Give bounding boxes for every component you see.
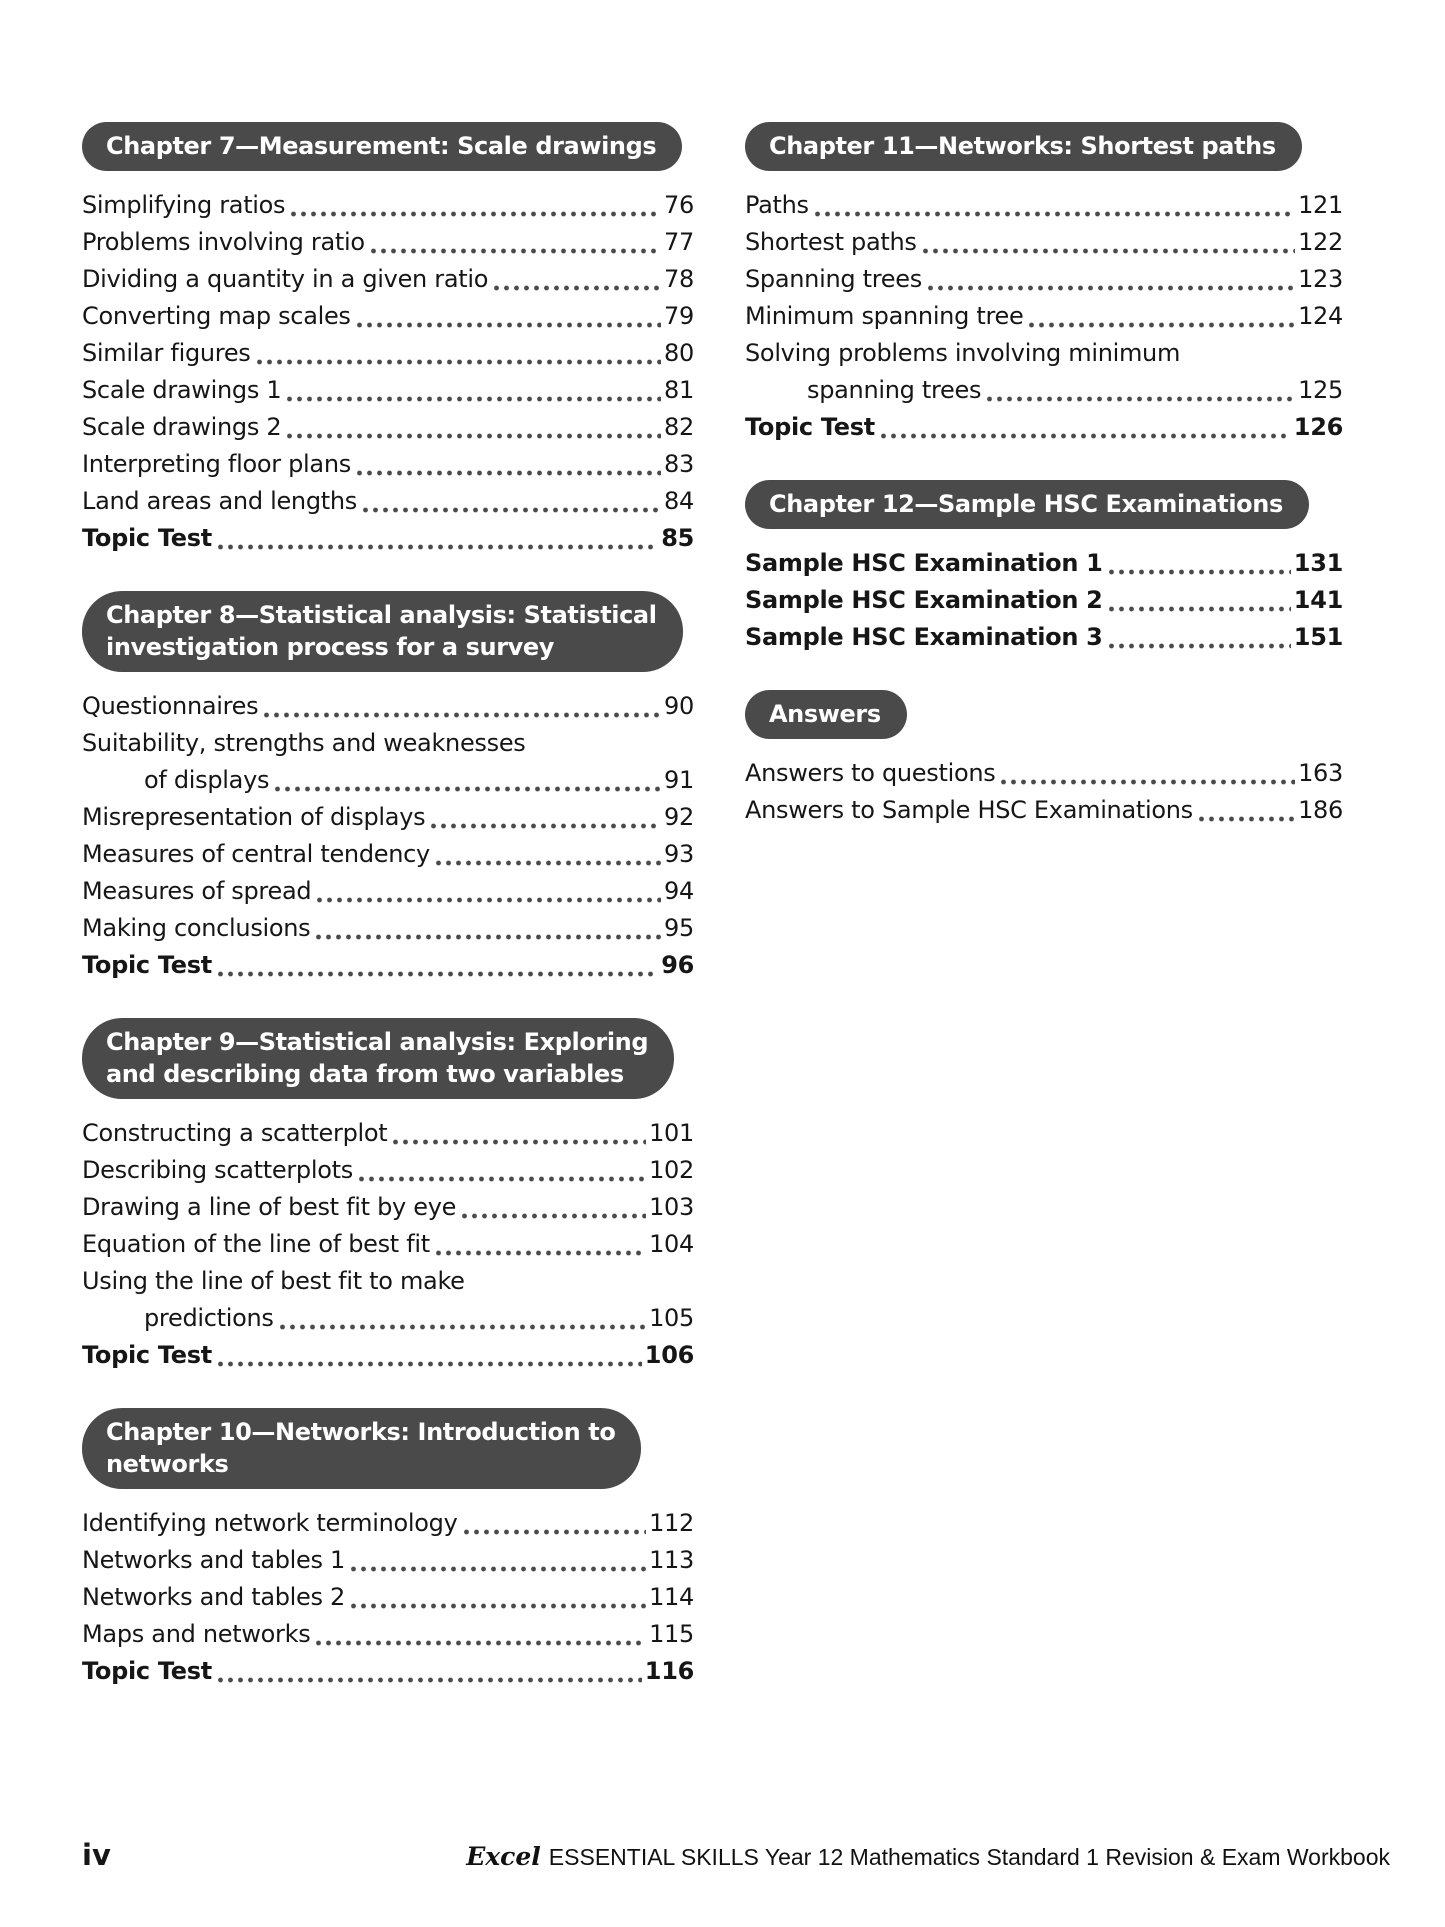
toc-entry [82,1226,694,1263]
toc-entry-page: 124 [1298,302,1343,330]
toc-entry-label: Drawing a line of best fit by eye [82,1193,457,1221]
toc-entry-label: Simplifying ratios [82,191,286,219]
dot-leader [1199,810,1295,822]
toc-entry-label: Spanning trees [745,265,922,293]
dot-leader [287,427,661,439]
toc-entry-label: Networks and tables 1 [82,1546,346,1574]
toc-entry [82,1653,694,1690]
book-title [466,1842,1390,1871]
dot-leader [436,1244,646,1256]
toc-entry-label: Networks and tables 2 [82,1583,346,1611]
toc-entry-page: 93 [664,840,694,868]
toc-entry-label: Answers to questions [745,759,996,787]
toc-entry [82,187,694,224]
toc-column-left [82,122,694,1724]
book-title-brand: Excel [466,1842,541,1871]
toc-entry [82,1189,694,1226]
toc-entry [82,762,694,799]
dot-leader [363,501,661,513]
toc-entry-label: Topic Test [82,951,212,979]
toc-section [82,591,694,984]
toc-entry-label: Minimum spanning tree [745,302,1024,330]
dot-leader [291,205,661,217]
toc-entry [745,187,1343,224]
toc-entry [82,1300,694,1337]
toc-entry-page: 94 [664,877,694,905]
dot-leader [351,1597,646,1609]
book-title-text: ESSENTIAL SKILLS Year 12 Mathematics Standard 1 Revision & Exam Workbook [548,1844,1390,1870]
dot-leader [881,427,1291,439]
toc-entry-label: Misrepresentation of displays [82,803,426,831]
toc-entry [82,335,694,372]
toc-entry-page: 113 [649,1546,694,1574]
toc-entry [82,298,694,335]
toc-column-right [745,122,1343,863]
toc-entry [745,372,1343,409]
toc-entry [745,261,1343,298]
dot-leader [257,353,662,365]
toc-entry [82,1542,694,1579]
toc-entry-label: Identifying network terminology [82,1509,458,1537]
dot-leader [494,279,661,291]
toc-entry-page: 151 [1293,623,1343,651]
dot-leader [357,464,661,476]
toc-entry-page: 92 [664,803,694,831]
chapter-heading: Chapter 12—Sample HSC Examinations [745,480,1309,529]
toc-entry [82,372,694,409]
toc-entry [82,224,694,261]
toc-entry-label: of displays [144,766,270,794]
toc-entry [82,1505,694,1542]
toc-entry-label: Topic Test [82,1657,212,1685]
dot-leader [923,242,1295,254]
toc-entry [82,1616,694,1653]
dot-leader [928,279,1295,291]
dot-leader [218,538,658,550]
chapter-heading: Chapter 10—Networks: Introduction to networks [82,1408,641,1489]
toc-entry-page: 83 [664,450,694,478]
toc-entry-page: 131 [1293,549,1343,577]
dot-leader [1029,316,1295,328]
toc-entry [745,335,1343,372]
toc-entry-page: 116 [644,1657,694,1685]
toc-entry-page: 163 [1298,759,1343,787]
toc-entry-page: 123 [1298,265,1343,293]
toc-entry-label: Equation of the line of best fit [82,1230,430,1258]
toc-entry [745,582,1343,619]
dot-leader [351,1560,646,1572]
toc-entry-label: Sample HSC Examination 2 [745,586,1103,614]
toc-entry-label: Sample HSC Examination 1 [745,549,1103,577]
toc-entry [82,446,694,483]
toc-entry [82,873,694,910]
dot-leader [218,965,658,977]
dot-leader [1109,637,1291,649]
toc-section [82,1018,694,1374]
toc-entry-list [745,545,1343,656]
toc-entry-page: 103 [649,1193,694,1221]
toc-entry [82,947,694,984]
dot-leader [218,1355,642,1367]
dot-leader [464,1523,647,1535]
toc-entry-label: Similar figures [82,339,251,367]
toc-entry-page: 114 [649,1583,694,1611]
toc-entry-page: 90 [664,692,694,720]
toc-entry [745,409,1343,446]
toc-section [745,480,1343,656]
toc-entry [82,725,694,762]
toc-entry [745,224,1343,261]
toc-entry-list [82,688,694,984]
toc-entry-page: 85 [661,524,694,552]
toc-entry [82,409,694,446]
page-number: iv [82,1838,111,1872]
toc-entry-list [745,755,1343,829]
toc-entry-page: 80 [664,339,694,367]
toc-entry [82,1152,694,1189]
dot-leader [357,316,661,328]
toc-entry-page: 91 [664,766,694,794]
toc-entry-label: Measures of spread [82,877,312,905]
toc-entry-list [82,1115,694,1374]
dot-leader [317,891,661,903]
dot-leader [280,1318,646,1330]
toc-entry-label: spanning trees [807,376,982,404]
toc-entry-label: Topic Test [82,524,212,552]
toc-entry [745,755,1343,792]
chapter-heading: Answers [745,690,907,739]
toc-entry-label: Questionnaires [82,692,259,720]
dot-leader [1001,773,1295,785]
toc-entry [745,792,1343,829]
toc-entry-label: Paths [745,191,809,219]
toc-entry-page: 112 [649,1509,694,1537]
toc-section [82,1408,694,1690]
toc-entry-label: Constructing a scatterplot [82,1119,388,1147]
toc-entry-page: 79 [664,302,694,330]
toc-entry-page: 96 [661,951,694,979]
toc-entry-page: 82 [664,413,694,441]
dot-leader [431,817,661,829]
toc-entry-label: Dividing a quantity in a given ratio [82,265,489,293]
dot-leader [275,780,661,792]
toc-entry-label: Converting map scales [82,302,351,330]
toc-section [745,122,1343,446]
toc-entry [82,910,694,947]
dot-leader [987,390,1295,402]
toc-entry-page: 102 [649,1156,694,1184]
chapter-heading: Chapter 8—Statistical analysis: Statistical investigation process for a survey [82,591,683,672]
toc-entry-page: 78 [664,265,694,293]
toc-entry [82,520,694,557]
dot-leader [1109,563,1291,575]
toc-entry-page: 105 [649,1304,694,1332]
toc-entry-label: Making conclusions [82,914,311,942]
toc-entry [82,799,694,836]
toc-section [82,122,694,557]
toc-entry-label: Interpreting floor plans [82,450,351,478]
chapter-heading: Chapter 9—Statistical analysis: Exploring and describing data from two variables [82,1018,674,1099]
toc-entry-label: Maps and networks [82,1620,311,1648]
toc-entry [82,483,694,520]
toc-entry-list [82,1505,694,1690]
toc-entry-page: 126 [1293,413,1343,441]
toc-entry [82,836,694,873]
toc-entry-page: 122 [1298,228,1343,256]
toc-entry-page: 121 [1298,191,1343,219]
dot-leader [316,1634,646,1646]
toc-entry-page: 76 [664,191,694,219]
toc-entry-page: 141 [1293,586,1343,614]
chapter-heading: Chapter 11—Networks: Shortest paths [745,122,1302,171]
toc-entry [82,1337,694,1374]
dot-leader [359,1170,646,1182]
toc-entry-list [82,187,694,557]
toc-entry-label: Suitability, strengths and weaknesses [82,729,526,757]
toc-entry-page: 125 [1298,376,1343,404]
toc-entry-page: 186 [1298,796,1343,824]
toc-entry [82,1579,694,1616]
toc-entry-page: 101 [649,1119,694,1147]
toc-entry-label: Describing scatterplots [82,1156,353,1184]
dot-leader [371,242,661,254]
toc-entry-label: Shortest paths [745,228,917,256]
dot-leader [218,1671,642,1683]
toc-entry [745,298,1343,335]
toc-entry-label: Measures of central tendency [82,840,430,868]
dot-leader [462,1207,646,1219]
toc-entry-label: Topic Test [82,1341,212,1369]
dot-leader [1109,600,1291,612]
toc-entry [745,619,1343,656]
toc-entry [82,1115,694,1152]
toc-entry-label: Scale drawings 2 [82,413,282,441]
chapter-heading: Chapter 7—Measurement: Scale drawings [82,122,682,171]
toc-entry-label: Using the line of best fit to make [82,1267,465,1295]
toc-entry-label: Problems involving ratio [82,228,365,256]
toc-entry-label: Answers to Sample HSC Examinations [745,796,1193,824]
toc-entry [745,545,1343,582]
dot-leader [287,390,661,402]
toc-entry-label: Topic Test [745,413,875,441]
toc-entry-page: 77 [664,228,694,256]
toc-entry-label: Land areas and lengths [82,487,357,515]
toc-entry [82,261,694,298]
toc-section [745,690,1343,829]
toc-entry-page: 95 [664,914,694,942]
dot-leader [264,706,661,718]
toc-entry-label: Sample HSC Examination 3 [745,623,1103,651]
toc-entry [82,1263,694,1300]
dot-leader [393,1133,646,1145]
toc-entry-page: 84 [664,487,694,515]
toc-entry [82,688,694,725]
toc-entry-page: 104 [649,1230,694,1258]
toc-entry-list [745,187,1343,446]
toc-entry-page: 81 [664,376,694,404]
dot-leader [316,928,661,940]
dot-leader [815,205,1295,217]
toc-entry-page: 106 [644,1341,694,1369]
dot-leader [436,854,661,866]
toc-entry-page: 115 [649,1620,694,1648]
toc-entry-label: Scale drawings 1 [82,376,282,404]
toc-entry-label: predictions [144,1304,274,1332]
toc-entry-label: Solving problems involving minimum [745,339,1181,367]
page-footer [82,1838,1390,1872]
